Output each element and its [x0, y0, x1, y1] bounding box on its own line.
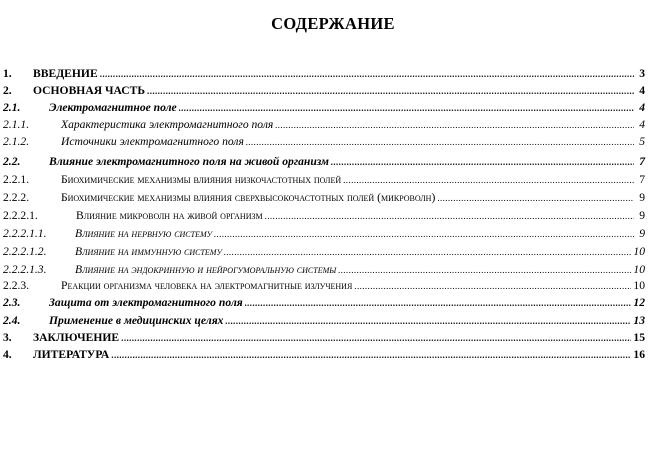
toc-title: Защита от электромагнитного поля — [49, 296, 243, 309]
toc-title: ЛИТЕРАТУРА — [33, 348, 110, 361]
toc-title: ЗАКЛЮЧЕНИЕ — [33, 331, 120, 344]
toc-page-number: 3 — [639, 67, 645, 80]
dot-leader — [343, 175, 634, 185]
dot-leader — [275, 120, 634, 130]
toc-number: 3. — [3, 331, 12, 344]
toc-page-number: 9 — [639, 209, 645, 222]
toc-title: Влияние на нервную систему — [75, 227, 213, 240]
toc-entry-2-1[interactable] — [3, 101, 645, 117]
toc-number: 2.2.2.1.2. — [3, 245, 47, 258]
toc-title: Влияние электромагнитного поля на живой организм — [49, 155, 329, 168]
dot-leader — [225, 316, 631, 326]
toc-page-number: 4 — [639, 84, 645, 97]
toc-page-number: 4 — [639, 101, 645, 114]
toc-title: Влияние на эндокринную и нейрогуморальную системы — [75, 263, 337, 276]
toc-entry-2-2-3[interactable] — [3, 279, 645, 295]
toc-title: Влияние микроволн на живой организм — [76, 209, 263, 222]
dot-leader — [354, 281, 631, 291]
toc-number: 2.2.2.1. — [3, 209, 38, 222]
toc-entry-2-2-2-1-1[interactable] — [3, 227, 645, 243]
toc-entry-2-2-2-1[interactable] — [3, 209, 645, 225]
toc-title: ОСНОВНАЯ ЧАСТЬ — [33, 84, 146, 97]
toc-page-number: 16 — [633, 348, 645, 361]
dot-leader — [265, 211, 634, 221]
toc-title: Источники электромагнитного поля — [61, 135, 244, 148]
toc-page-number: 10 — [633, 245, 645, 258]
toc-entry-2-2-2-1-2[interactable] — [3, 245, 645, 261]
toc-entry-2-1-2[interactable] — [3, 135, 645, 151]
dot-leader — [100, 69, 634, 79]
toc-page-number: 9 — [639, 227, 645, 240]
toc-title: Биохимические механизмы влияния сверхвысокочастотных полей (микроволн) — [61, 191, 436, 204]
toc-title: ВВЕДЕНИЕ — [33, 67, 98, 80]
toc-page-number: 10 — [633, 279, 645, 292]
toc-number: 2. — [3, 84, 12, 97]
toc-page-number: 4 — [639, 118, 645, 131]
toc-number: 1. — [3, 67, 12, 80]
toc-entry-2-2[interactable] — [3, 155, 645, 171]
toc-entry-2-2-1[interactable] — [3, 173, 645, 189]
dot-leader — [331, 157, 634, 167]
toc-entry-2-3[interactable] — [3, 296, 645, 312]
toc-number: 2.2. — [3, 155, 21, 168]
dot-leader — [224, 247, 632, 257]
toc-title: Влияние на иммунную систему — [75, 245, 222, 258]
dot-leader — [246, 137, 634, 147]
toc-entry-2-2-2[interactable] — [3, 191, 645, 207]
toc-page-number: 5 — [639, 135, 645, 148]
toc-page-number: 10 — [633, 263, 645, 276]
toc-number: 2.1. — [3, 101, 21, 114]
dot-leader — [338, 265, 631, 275]
toc-number: 2.2.2. — [3, 191, 30, 204]
toc-page-number: 13 — [633, 314, 645, 327]
toc-entry-2-2-2-1-3[interactable] — [3, 263, 645, 279]
toc-title: Реакции организма человека на электромагнитные излучения — [61, 279, 353, 292]
page-title: СОДЕРЖАНИЕ — [271, 14, 395, 33]
dot-leader — [121, 333, 631, 343]
toc-page-number: 15 — [633, 331, 645, 344]
toc-number: 2.2.2.1.1. — [3, 227, 47, 240]
toc-number: 4. — [3, 348, 12, 361]
toc-number: 2.1.2. — [3, 135, 30, 148]
dot-leader — [214, 229, 634, 239]
toc-entry-conclusion[interactable] — [3, 331, 645, 347]
toc-number: 2.1.1. — [3, 118, 30, 131]
toc-entry-intro[interactable] — [3, 67, 645, 83]
dot-leader — [437, 193, 634, 203]
toc-number: 2.4. — [3, 314, 21, 327]
toc-number: 2.2.1. — [3, 173, 30, 186]
toc-title: Характеристика электромагнитного поля — [61, 118, 274, 131]
dot-leader — [111, 350, 631, 360]
toc-page-number: 7 — [639, 173, 645, 186]
toc-title: Электромагнитное поле — [49, 101, 177, 114]
toc-page-number: 9 — [639, 191, 645, 204]
toc-entry-2-4[interactable] — [3, 314, 645, 330]
toc-number: 2.3. — [3, 296, 21, 309]
toc-entry-2-1-1[interactable] — [3, 118, 645, 134]
toc-number: 2.2.2.1.3. — [3, 263, 47, 276]
toc-page-number: 7 — [639, 155, 645, 168]
dot-leader — [179, 103, 634, 113]
toc-entry-main-part[interactable] — [3, 84, 645, 100]
dot-leader — [147, 86, 634, 96]
toc-number: 2.2.3. — [3, 279, 30, 292]
dot-leader — [245, 298, 632, 308]
toc-page-number: 12 — [633, 296, 645, 309]
toc-entry-literature[interactable] — [3, 348, 645, 364]
toc-title: Применение в медицинских целях — [49, 314, 224, 327]
toc-title: Биохимические механизмы влияния низкочастотных полей — [61, 173, 342, 186]
